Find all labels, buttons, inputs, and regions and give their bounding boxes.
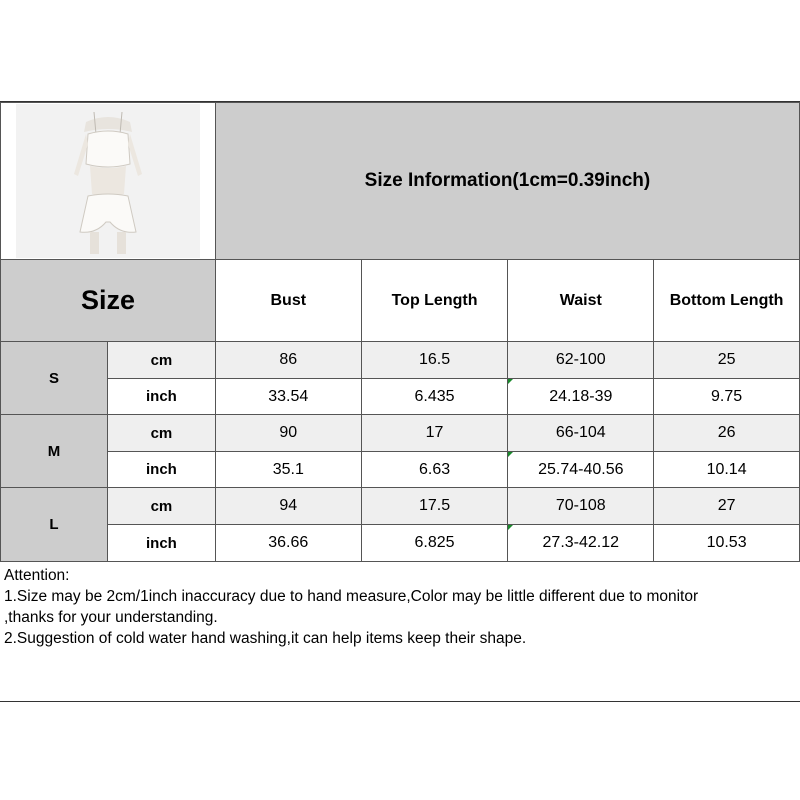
- top-length-header: Top Length: [361, 260, 508, 342]
- table-cell: 10.53: [654, 525, 800, 562]
- cell-value: 25.74-40.56: [538, 460, 624, 478]
- table-cell: 6.63: [361, 452, 508, 488]
- table-cell: 86: [215, 342, 361, 379]
- unit-inch: inch: [107, 452, 215, 488]
- table-cell: 66-104: [508, 415, 654, 452]
- size-chart: [0, 101, 800, 702]
- size-s-label: S: [1, 342, 108, 415]
- size-l-label: L: [1, 488, 108, 562]
- size-column-header: Size: [1, 260, 216, 342]
- table-cell: 90: [215, 415, 361, 452]
- table-cell: 35.1: [215, 452, 361, 488]
- table-cell: 10.14: [654, 452, 800, 488]
- unit-cm: cm: [107, 415, 215, 452]
- unit-inch: inch: [107, 379, 215, 415]
- table-cell: [508, 525, 654, 562]
- bottom-length-header: Bottom Length: [654, 260, 800, 342]
- chart-title: Size Information(1cm=0.39inch): [215, 103, 799, 260]
- table-cell: 62-100: [508, 342, 654, 379]
- note-line-2: 2.Suggestion of cold water hand washing,it can help items keep their shape.: [4, 630, 527, 647]
- table-cell: 26: [654, 415, 800, 452]
- table-cell: 6.825: [361, 525, 508, 562]
- table-cell: 70-108: [508, 488, 654, 525]
- table-cell: 9.75: [654, 379, 800, 415]
- notes-heading: Attention:: [4, 567, 70, 584]
- table-cell: 33.54: [215, 379, 361, 415]
- product-image-cell: [1, 103, 216, 260]
- table-cell: 25: [654, 342, 800, 379]
- waist-header: Waist: [508, 260, 654, 342]
- table-cell: 16.5: [361, 342, 508, 379]
- cell-marker-icon: [508, 525, 513, 530]
- bust-header: Bust: [215, 260, 361, 342]
- attention-notes: [0, 563, 798, 651]
- cell-value: 27.3-42.12: [542, 534, 620, 551]
- note-line-1-cont: ,thanks for your understanding.: [4, 609, 218, 626]
- table-cell: 6.435: [361, 379, 508, 415]
- size-table: [0, 102, 800, 562]
- unit-cm: cm: [107, 342, 215, 379]
- table-cell: 36.66: [215, 525, 361, 562]
- table-cell: [508, 452, 654, 488]
- unit-cm: cm: [107, 488, 215, 525]
- cell-marker-icon: [508, 379, 513, 384]
- unit-inch: inch: [107, 525, 215, 562]
- table-cell: 27: [654, 488, 800, 525]
- product-photo-icon: [16, 104, 200, 258]
- note-line-1: 1.Size may be 2cm/1inch inaccuracy due to hand measure,Color may be little different due to monitor: [4, 588, 699, 605]
- table-cell: 17: [361, 415, 508, 452]
- table-cell: 17.5: [361, 488, 508, 525]
- table-cell: [508, 379, 654, 415]
- table-cell: 94: [215, 488, 361, 525]
- cell-marker-icon: [508, 452, 513, 457]
- cell-value: 24.18-39: [549, 387, 613, 405]
- size-m-label: M: [1, 415, 108, 488]
